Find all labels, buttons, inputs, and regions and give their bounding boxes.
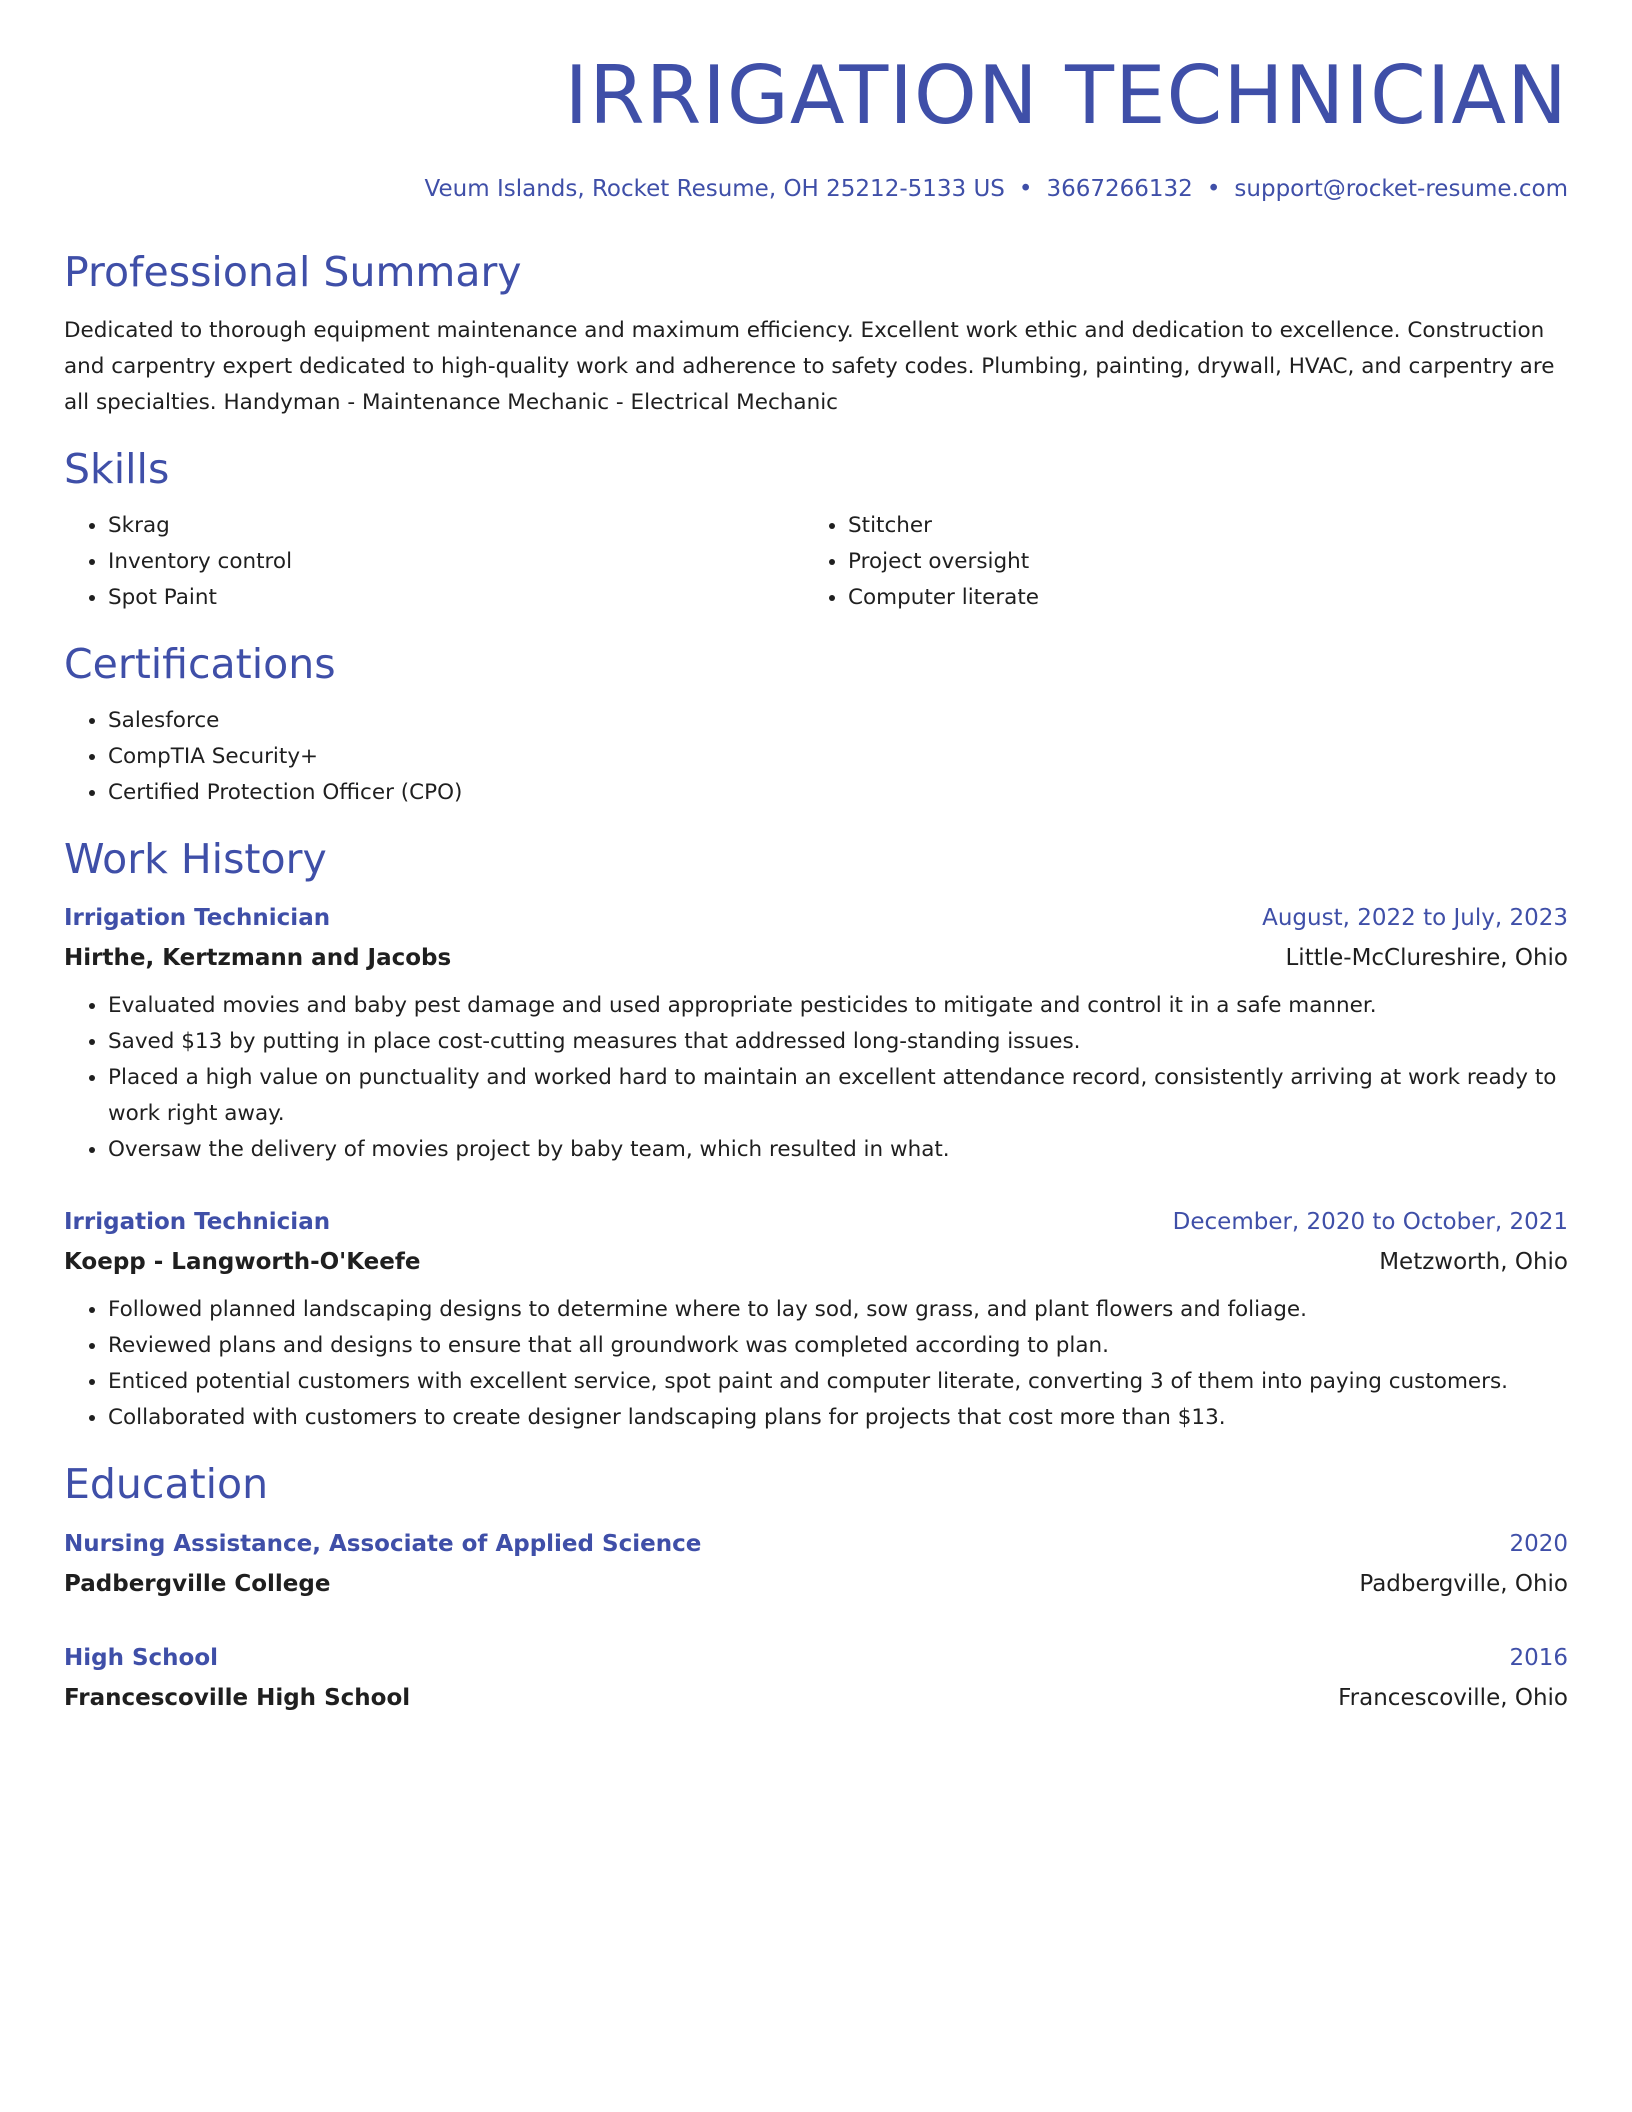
certification-item: • Certified Protection Officer (CPO) xyxy=(108,775,1568,811)
skill-item: • Project oversight xyxy=(848,544,1568,580)
education-heading: Education xyxy=(64,1460,269,1509)
contact-email[interactable]: support@rocket-resume.com xyxy=(1234,176,1568,202)
skill-item: • Computer literate xyxy=(848,580,1568,616)
skills-grid xyxy=(64,494,1568,616)
job-entry xyxy=(64,1202,1568,1436)
education-degree: High School xyxy=(64,1644,219,1671)
job-title-row xyxy=(64,898,1568,938)
summary-section xyxy=(64,248,1568,421)
contact-address: Veum Islands, Rocket Resume, OH 25212-5133 US xyxy=(424,176,1005,202)
job-title-row xyxy=(64,1202,1568,1242)
education-year: 2020 xyxy=(1509,1530,1568,1557)
skill-item: • Skrag xyxy=(108,508,804,544)
education-degree: Nursing Assistance, Associate of Applied Science xyxy=(64,1530,702,1557)
candidate-name: IRRIGATION TECHNICIAN xyxy=(564,49,1568,142)
education-section xyxy=(64,1460,1568,1717)
job-company-row xyxy=(64,1242,1568,1282)
education-year: 2016 xyxy=(1509,1644,1568,1671)
job-company: Koepp - Langworth-O'Keefe xyxy=(64,1249,421,1276)
contact-separator: • xyxy=(1206,176,1221,202)
skill-item: • Stitcher xyxy=(848,508,1568,544)
job-bullet: • Saved $13 by putting in place cost-cutting measures that addressed long-standing issues. xyxy=(108,1024,1568,1060)
job-bullet: • Collaborated with customers to create designer landscaping plans for projects that cost more than $13. xyxy=(108,1400,1568,1436)
resume-header xyxy=(64,49,1568,204)
education-degree-row xyxy=(64,1638,1568,1678)
skills-heading: Skills xyxy=(64,444,170,493)
skill-item: • Inventory control xyxy=(108,544,804,580)
job-bullet: • Reviewed plans and designs to ensure that all groundwork was completed according to plan. xyxy=(108,1328,1568,1364)
work-history-heading: Work History xyxy=(64,835,327,884)
certification-item: • Salesforce xyxy=(108,703,1568,739)
education-location: Padbergville, Ohio xyxy=(1359,1570,1568,1597)
contact-line xyxy=(64,176,1568,204)
education-entry xyxy=(64,1524,1568,1604)
job-bullet: • Followed planned landscaping designs to determine where to lay sod, sow grass, and plant flowers and foliage. xyxy=(108,1292,1568,1328)
contact-separator: • xyxy=(1018,176,1033,202)
skill-item: • Spot Paint xyxy=(108,580,804,616)
skills-list-left xyxy=(64,508,804,616)
job-bullet: • Oversaw the delivery of movies project by baby team, which resulted in what. xyxy=(108,1132,1568,1168)
education-school-row xyxy=(64,1678,1568,1718)
certifications-heading: Certifications xyxy=(64,639,336,688)
contact-phone[interactable]: 3667266132 xyxy=(1046,176,1193,202)
job-entry xyxy=(64,898,1568,1168)
job-company-row xyxy=(64,938,1568,978)
work-history-section xyxy=(64,835,1568,1436)
summary-text: Dedicated to thorough equipment maintenance and maximum efficiency. Excellent work ethic and dedication to excellence. Construction and carpentry expert dedicated to high-quality work and adherence to safety codes. Plumbing, painting, drywall, HVAC, and carpentry are all specialties. Handyman - Maintenance Mechanic - Electrical Mechanic xyxy=(64,317,1555,415)
certifications-section xyxy=(64,640,1568,811)
education-degree-row xyxy=(64,1524,1568,1564)
skills-section xyxy=(64,445,1568,616)
education-location: Francescoville, Ohio xyxy=(1338,1684,1568,1711)
education-school: Padbergville College xyxy=(64,1570,331,1597)
job-bullet: • Placed a high value on punctuality and worked hard to maintain an excellent attendance record, consistently arriving at work ready to work right away. xyxy=(108,1060,1568,1132)
education-school-row xyxy=(64,1564,1568,1604)
job-dates: August, 2022 to July, 2023 xyxy=(1262,905,1568,932)
skills-list-right xyxy=(804,508,1568,616)
job-location: Little-McClureshire, Ohio xyxy=(1285,945,1568,972)
job-bullet: • Evaluated movies and baby pest damage and used appropriate pesticides to mitigate and control it in a safe manner. xyxy=(108,988,1568,1024)
summary-heading: Professional Summary xyxy=(64,247,522,296)
job-location: Metzworth, Ohio xyxy=(1379,1249,1568,1276)
education-entry xyxy=(64,1638,1568,1718)
job-title: Irrigation Technician xyxy=(64,905,331,932)
job-bullet: • Enticed potential customers with excellent service, spot paint and computer literate, converting 3 of them into paying customers. xyxy=(108,1364,1568,1400)
certification-item: • CompTIA Security+ xyxy=(108,739,1568,775)
job-bullets xyxy=(64,1292,1568,1436)
job-dates: December, 2020 to October, 2021 xyxy=(1172,1209,1568,1236)
certifications-list xyxy=(64,703,1568,811)
job-bullets xyxy=(64,988,1568,1168)
job-title: Irrigation Technician xyxy=(64,1209,331,1236)
education-school: Francescoville High School xyxy=(64,1684,411,1711)
job-company: Hirthe, Kertzmann and Jacobs xyxy=(64,945,452,972)
